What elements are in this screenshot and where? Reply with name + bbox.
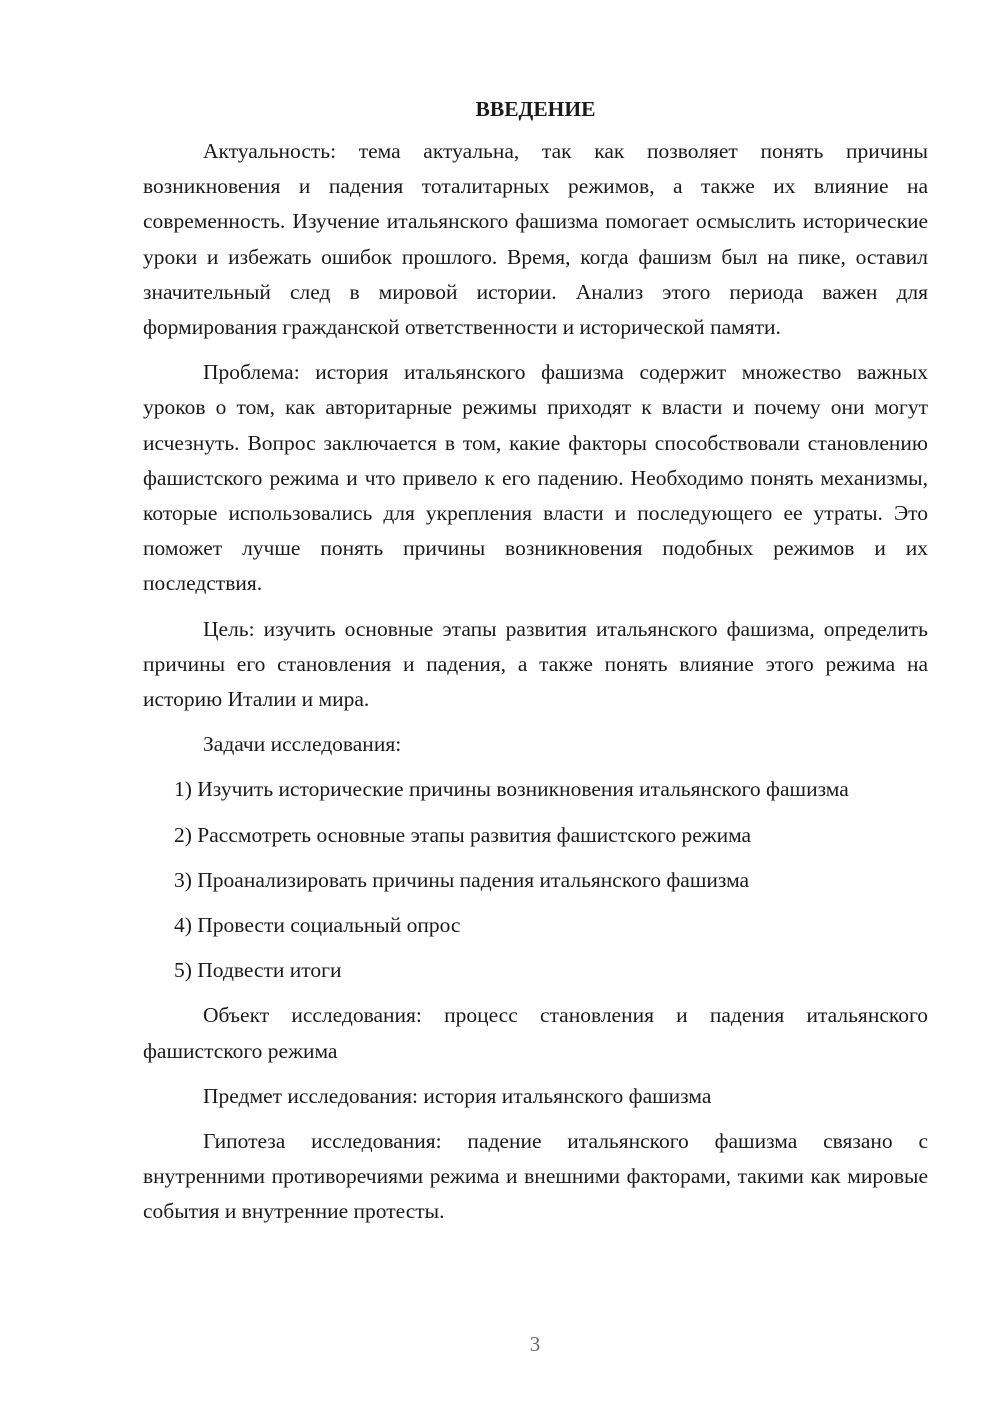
hypothesis-paragraph: Гипотеза исследования: падение итальянского фашизма связано с внутренними противоречиями режима и внешними факторами, такими как мировые события и внутренние протесты. xyxy=(143,1129,928,1224)
document-page xyxy=(143,90,928,1230)
task-item-5: 5) Подвести итоги xyxy=(174,958,342,983)
subject-paragraph: Предмет исследования: история итальянского фашизма xyxy=(203,1083,712,1108)
page-number: 3 xyxy=(529,1332,541,1356)
task-item-2: 2) Рассмотреть основные этапы развития фашистского режима xyxy=(174,822,752,847)
relevance-paragraph: Актуальность: тема актуальна, так как позволяет понять причины возникновения и падения тоталитарных режимов, а также их влияние на современность. Изучение итальянского фашизма помогает осмыслить исторические уроки и избежать ошибок прошлого. Время, когда фашизм был на пике, оставил значительный след в мировой истории. Анализ этого периода важен для формирования гражданской ответственности и исторической памяти. xyxy=(143,139,928,340)
problem-paragraph: Проблема: история итальянского фашизма содержит множество важных уроков о том, как авторитарные режимы приходят к власти и почему они могут исчезнуть. Вопрос заключается в том, какие факторы способствовали становлению фашистского режима и что привело к его падению. Необходимо понять механизмы, которые использовались для укрепления власти и последующего ее утраты. Это поможет лучше понять причины возникновения подобных режимов и их последствия. xyxy=(143,360,928,596)
tasks-heading: Задачи исследования: xyxy=(203,732,402,757)
task-item-1: 1) Изучить исторические причины возникновения итальянского фашизма xyxy=(174,777,849,802)
section-title: ВВЕДЕНИЕ xyxy=(475,97,596,121)
task-item-3: 3) Проанализировать причины падения итальянского фашизма xyxy=(174,867,750,892)
goal-paragraph: Цель: изучить основные этапы развития итальянского фашизма, определить причины его становления и падения, а также понять влияние этого режима на историю Италии и мира. xyxy=(143,616,928,712)
object-paragraph: Объект исследования: процесс становления и падения итальянского фашистского режима xyxy=(143,1003,928,1063)
task-item-4: 4) Провести социальный опрос xyxy=(174,913,461,938)
